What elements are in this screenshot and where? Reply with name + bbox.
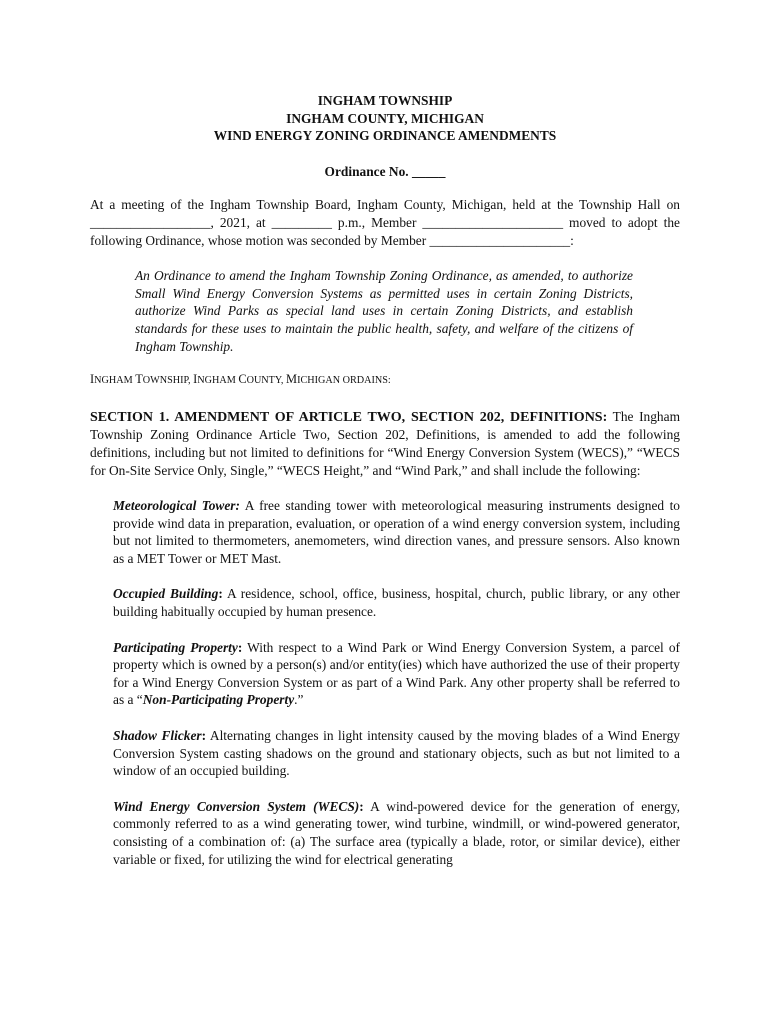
definition-occupied-building: Occupied Building: A residence, school, office, business, hospital, church, public library, or any other building habitually occupied by human presence. xyxy=(113,586,680,620)
definition-term: Meteorological Tower: xyxy=(113,498,240,514)
definition-term: Occupied Building xyxy=(113,586,219,602)
section-1-heading: SECTION 1. AMENDMENT OF ARTICLE TWO, SECTION 202, DEFINITIONS: xyxy=(90,409,608,425)
purpose-statement: An Ordinance to amend the Ingham Township Zoning Ordinance, as amended, to authorize Small Wind Energy Conversion Systems as permitted uses in certain Zoning Districts, authorize Wind Parks as special land uses in certain Zoning Districts, and establish standards for these uses to maintain the public health, safety, and welfare of the citizens of Ingham Township. xyxy=(135,268,633,354)
definition-text: With respect to a Wind Park or Wind Energy Conversion System, a parcel of property which is owned by a person(s) and/or entity(ies) which have authorized the use of their property for a Wind Energy Conversion System or as part of a Wind Park. Any other property shall be referred to as a “ xyxy=(113,639,680,708)
heading-title: WIND ENERGY ZONING ORDINANCE AMENDMENTS xyxy=(213,128,557,144)
ordains-line: INGHAM TOWNSHIP, INGHAM COUNTY, MICHIGAN ORDAINS: xyxy=(90,372,391,387)
definitions-list xyxy=(113,497,680,868)
definition-term-secondary: Non-Participating Property xyxy=(142,692,295,708)
definition-participating-property: Participating Property: With respect to a Wind Park or Wind Energy Conversion System, a parcel of property which is owned by a person(s) and/or entity(ies) which have authorized the use of their property for a Wind Energy Conversion System or as part of a Wind Park. Any other property shall be referred to as a “Non-Participating Property.” xyxy=(113,639,680,708)
definition-text: A wind-powered device for the generation of energy, commonly referred to as a wind generating tower, wind turbine, windmill, or wind-powered generator, consisting of a combination of: (a) The surface area (typically a blade, rotor, or similar device), either variable or fixed, for utilizing the wind for electrical generating xyxy=(113,798,680,867)
definition-term: Participating Property xyxy=(113,639,238,655)
definition-meteorological-tower xyxy=(113,497,680,567)
definition-text: Alternating changes in light intensity caused by the moving blades of a Wind Energy Conversion System casting shadows on the ground and stationary objects, such as but not limited to a window of an occupied building. xyxy=(113,728,680,779)
definition-term: Wind Energy Conversion System (WECS) xyxy=(113,798,360,814)
ordinance-number: Ordinance No. _____ xyxy=(324,163,446,179)
definition-wecs: Wind Energy Conversion System (WECS): A wind-powered device for the generation of energy, commonly referred to as a wind generating tower, wind turbine, windmill, or wind-powered generator, consisting of a combination of: (a) The surface area (typically a blade, rotor, or similar device), either variable or fixed, for utilizing the wind for electrical generating xyxy=(113,798,680,867)
section-1-body: The Ingham Township Zoning Ordinance Article Two, Section 202, Definitions, is amended to add the following definitions, including but not limited to definitions for “Wind Energy Conversion System (WECS),” “WECS for On-Site Service Only, Single,” “WECS Height,” and “Wind Park,” and shall include the following: xyxy=(90,408,680,478)
heading-township: INGHAM TOWNSHIP xyxy=(317,93,453,108)
heading-county: INGHAM COUNTY, MICHIGAN xyxy=(286,110,484,126)
intro-paragraph: At a meeting of the Ingham Township Board, Ingham County, Michigan, held at the Township Hall on __________________, 2021, at _________ p.m., Member _____________________ moved to adopt the following Ordinance, whose motion was seconded by Member _____________________: xyxy=(90,197,680,248)
document-heading xyxy=(90,92,680,145)
definition-shadow-flicker: Shadow Flicker: Alternating changes in light intensity caused by the moving blades of a Wind Energy Conversion System casting shadows on the ground and stationary objects, such as but not limited to a window of an occupied building. xyxy=(113,728,680,779)
definition-text: A residence, school, office, business, hospital, church, public library, or any other building habitually occupied by human presence. xyxy=(113,586,680,620)
section-1 xyxy=(90,408,680,479)
definition-term: Shadow Flicker xyxy=(113,728,202,744)
document-page xyxy=(90,92,680,868)
definition-text: A free standing tower with meteorological measuring instruments designed to provide wind data in preparation, evaluation, or operation of a wind energy conversion system, including but not limited to thermometers, anemometers, wind direction vanes, and pressure sensors. Also known as a MET Tower or MET Mast. xyxy=(113,498,681,566)
